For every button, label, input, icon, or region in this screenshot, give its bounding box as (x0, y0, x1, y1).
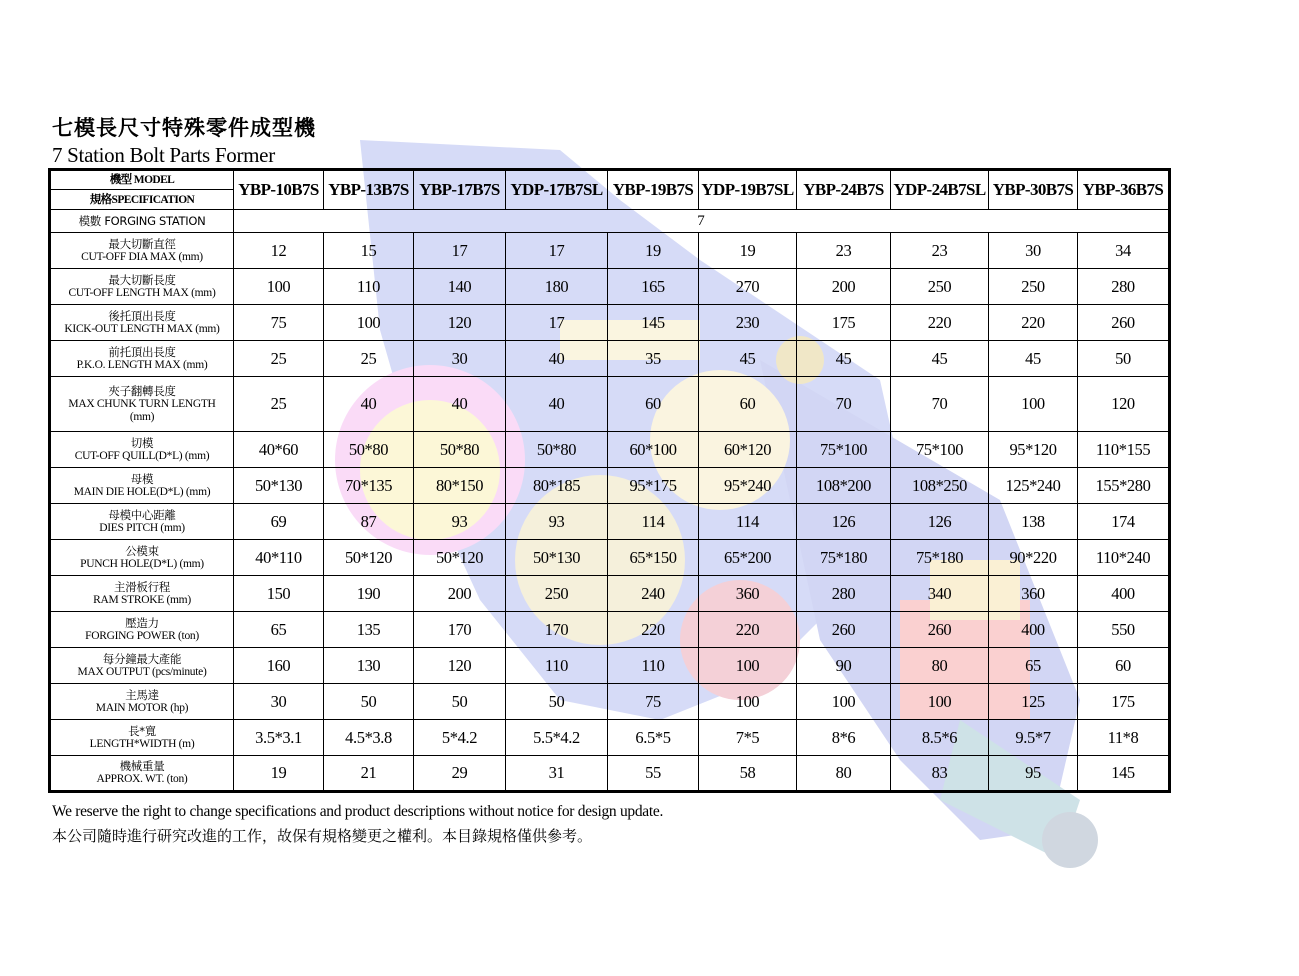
spec-value: 30 (989, 233, 1078, 269)
spec-label (50, 432, 234, 468)
spec-value: 50*120 (324, 540, 414, 576)
spec-value: 65 (989, 648, 1078, 684)
spec-value: 95*175 (608, 468, 699, 504)
spec-label-chinese: 機械重量 (119, 759, 165, 773)
spec-value: 114 (699, 504, 797, 540)
spec-value: 110*155 (1078, 432, 1170, 468)
spec-value: 7*5 (699, 720, 797, 756)
spec-row (50, 756, 1170, 792)
spec-value: 40 (506, 341, 608, 377)
spec-label (50, 305, 234, 341)
spec-label-chinese: 夾子翻轉長度 (108, 383, 176, 398)
spec-value: 50*130 (234, 468, 324, 504)
spec-value: 120 (414, 648, 506, 684)
spec-value: 270 (699, 269, 797, 305)
page-title-english: 7 Station Bolt Parts Former (52, 143, 275, 167)
spec-value: 69 (234, 504, 324, 540)
spec-value: 70*135 (324, 468, 414, 504)
spec-label (50, 756, 234, 792)
spec-value: 40 (506, 377, 608, 432)
spec-value: 60*120 (699, 432, 797, 468)
spec-label-chinese: 每分鐘最大產能 (102, 651, 182, 666)
spec-value: 170 (414, 612, 506, 648)
spec-label-english: PUNCH HOLE(D*L) (mm) (80, 557, 204, 570)
spec-value: 25 (234, 341, 324, 377)
spec-value: 50 (324, 684, 414, 720)
spec-row (50, 540, 1170, 576)
spec-value: 11*8 (1078, 720, 1170, 756)
model-name: YBP-17B7S (414, 170, 506, 210)
spec-value: 170 (506, 612, 608, 648)
spec-value: 17 (506, 233, 608, 269)
spec-value: 70 (797, 377, 891, 432)
spec-label-english: LENGTH*WIDTH (m) (89, 737, 195, 750)
spec-value: 360 (989, 576, 1078, 612)
spec-value: 50*130 (506, 540, 608, 576)
spec-value: 50*80 (506, 432, 608, 468)
spec-value: 100 (699, 684, 797, 720)
spec-value: 145 (608, 305, 699, 341)
spec-value: 175 (1078, 684, 1170, 720)
page-title-chinese: 七模長尺寸特殊零件成型機 (52, 116, 316, 140)
specification-label: 規格SPECIFICATION (89, 192, 195, 206)
spec-value: 260 (891, 612, 989, 648)
spec-value: 4.5*3.8 (324, 720, 414, 756)
spec-value: 110 (324, 269, 414, 305)
spec-value: 90*220 (989, 540, 1078, 576)
spec-label-chinese: 前托頂出長度 (108, 344, 176, 359)
spec-value: 9.5*7 (989, 720, 1078, 756)
spec-row (50, 612, 1170, 648)
spec-value: 260 (797, 612, 891, 648)
spec-label-chinese: 主滑板行程 (114, 579, 170, 594)
spec-value: 65 (234, 612, 324, 648)
spec-value: 23 (891, 233, 989, 269)
spec-value: 75*180 (891, 540, 989, 576)
spec-value: 60 (608, 377, 699, 432)
spec-value: 19 (608, 233, 699, 269)
spec-value: 95*240 (699, 468, 797, 504)
spec-value: 150 (234, 576, 324, 612)
spec-value: 29 (414, 756, 506, 792)
spec-label-chinese: 母模中心距離 (108, 507, 176, 522)
spec-label-english: RAM STROKE (mm) (93, 593, 191, 606)
spec-value: 65*150 (608, 540, 699, 576)
spec-value: 93 (414, 504, 506, 540)
spec-row (50, 377, 1170, 432)
spec-value: 140 (414, 269, 506, 305)
spec-value: 550 (1078, 612, 1170, 648)
spec-row (50, 720, 1170, 756)
disclaimer-english: We reserve the right to change specifications and product descriptions without notice for design update. (52, 803, 664, 820)
spec-value: 138 (989, 504, 1078, 540)
spec-label-chinese: 長*寬 (128, 723, 156, 738)
spec-value: 45 (797, 341, 891, 377)
spec-value: 40*60 (234, 432, 324, 468)
model-name: YBP-30B7S (989, 170, 1078, 210)
spec-label (50, 468, 234, 504)
spec-label-english: CUT-OFF LENGTH MAX (mm) (68, 286, 216, 299)
model-spec-label (50, 170, 234, 210)
spec-value: 23 (797, 233, 891, 269)
spec-label-chinese: 最大切斷直徑 (108, 236, 176, 251)
spec-row (50, 341, 1170, 377)
spec-value: 160 (234, 648, 324, 684)
spec-label-english: MAX CHUNK TURN LENGTH (68, 397, 216, 410)
spec-value: 135 (324, 612, 414, 648)
spec-label (50, 576, 234, 612)
spec-value: 280 (1078, 269, 1170, 305)
spec-value: 60 (699, 377, 797, 432)
spec-label-english: MAIN MOTOR (hp) (95, 701, 189, 714)
spec-value: 35 (608, 341, 699, 377)
spec-value: 50*80 (414, 432, 506, 468)
spec-value: 100 (324, 305, 414, 341)
spec-value: 6.5*5 (608, 720, 699, 756)
spec-label-english: APPROX. WT. (ton) (96, 773, 188, 785)
spec-label (50, 377, 234, 432)
spec-label (50, 504, 234, 540)
spec-value: 12 (234, 233, 324, 269)
spec-value: 180 (506, 269, 608, 305)
spec-value: 250 (989, 269, 1078, 305)
model-name: YBP-10B7S (234, 170, 324, 210)
spec-value: 220 (699, 612, 797, 648)
spec-value: 200 (414, 576, 506, 612)
spec-label-english: MAX OUTPUT (pcs/minute) (77, 665, 207, 678)
spec-value: 100 (797, 684, 891, 720)
spec-value: 175 (797, 305, 891, 341)
spec-value: 114 (608, 504, 699, 540)
spec-value: 360 (699, 576, 797, 612)
spec-value: 126 (797, 504, 891, 540)
spec-value: 75*100 (891, 432, 989, 468)
spec-value: 5.5*4.2 (506, 720, 608, 756)
spec-label-english: MAIN DIE HOLE(D*L) (mm) (73, 485, 211, 498)
spec-value: 50 (1078, 341, 1170, 377)
model-name: YBP-36B7S (1078, 170, 1170, 210)
spec-value: 8*6 (797, 720, 891, 756)
spec-value: 40 (414, 377, 506, 432)
spec-value: 15 (324, 233, 414, 269)
spec-value: 70 (891, 377, 989, 432)
spec-value: 165 (608, 269, 699, 305)
spec-value: 58 (699, 756, 797, 792)
spec-value: 145 (1078, 756, 1170, 792)
spec-value: 100 (699, 648, 797, 684)
spec-value: 75*100 (797, 432, 891, 468)
spec-value: 108*250 (891, 468, 989, 504)
spec-value: 50*80 (324, 432, 414, 468)
spec-value: 50 (414, 684, 506, 720)
spec-value: 60*100 (608, 432, 699, 468)
spec-row (50, 305, 1170, 341)
spec-row (50, 684, 1170, 720)
spec-label-english: DIES PITCH (mm) (99, 521, 185, 534)
spec-value: 125 (989, 684, 1078, 720)
spec-value: 17 (414, 233, 506, 269)
spec-label (50, 269, 234, 305)
spec-value: 19 (699, 233, 797, 269)
spec-value: 45 (699, 341, 797, 377)
model-name: YBP-24B7S (797, 170, 891, 210)
spec-value: 90 (797, 648, 891, 684)
spec-value: 45 (891, 341, 989, 377)
spec-value: 50*120 (414, 540, 506, 576)
spec-value: 400 (989, 612, 1078, 648)
spec-value: 45 (989, 341, 1078, 377)
model-name: YBP-13B7S (324, 170, 414, 210)
spec-row (50, 432, 1170, 468)
spec-value: 100 (989, 377, 1078, 432)
spec-value: 60 (1078, 648, 1170, 684)
forging-station-value: 7 (234, 210, 1170, 233)
spec-value: 174 (1078, 504, 1170, 540)
spec-value: 80*185 (506, 468, 608, 504)
spec-label-chinese: 壓造力 (125, 615, 159, 630)
spec-value: 93 (506, 504, 608, 540)
spec-label (50, 233, 234, 269)
spec-row (50, 576, 1170, 612)
spec-value: 220 (989, 305, 1078, 341)
spec-value: 130 (324, 648, 414, 684)
model-name: YBP-19B7S (608, 170, 699, 210)
spec-value: 190 (324, 576, 414, 612)
spec-value: 400 (1078, 576, 1170, 612)
spec-value: 87 (324, 504, 414, 540)
spec-value: 260 (1078, 305, 1170, 341)
spec-row (50, 269, 1170, 305)
spec-label (50, 684, 234, 720)
spec-value: 100 (891, 684, 989, 720)
spec-value: 280 (797, 576, 891, 612)
spec-label-english: KICK-OUT LENGTH MAX (mm) (64, 322, 220, 335)
spec-value: 3.5*3.1 (234, 720, 324, 756)
spec-value: 200 (797, 269, 891, 305)
spec-value: 65*200 (699, 540, 797, 576)
spec-label (50, 341, 234, 377)
spec-value: 95*120 (989, 432, 1078, 468)
spec-label-chinese: 母模 (130, 471, 154, 486)
spec-value: 25 (324, 341, 414, 377)
model-name: YDP-19B7SL (699, 170, 797, 210)
spec-value: 220 (891, 305, 989, 341)
spec-value: 240 (608, 576, 699, 612)
spec-label-chinese: 最大切斷長度 (108, 272, 176, 287)
spec-value: 340 (891, 576, 989, 612)
spec-value: 19 (234, 756, 324, 792)
spec-value: 108*200 (797, 468, 891, 504)
spec-value: 125*240 (989, 468, 1078, 504)
spec-value: 126 (891, 504, 989, 540)
spec-label (50, 648, 234, 684)
disclaimer-chinese: 本公司隨時進行研究改進的工作，故保有規格變更之權利。本目錄規格僅供參考。 (52, 827, 593, 845)
spec-label-chinese: 主馬達 (125, 687, 159, 702)
spec-label (50, 612, 234, 648)
model-header-row (50, 170, 1170, 210)
model-name: YDP-24B7SL (891, 170, 989, 210)
spec-value: 55 (608, 756, 699, 792)
spec-value: 250 (506, 576, 608, 612)
spec-value: 75 (234, 305, 324, 341)
spec-value: 155*280 (1078, 468, 1170, 504)
spec-value: 120 (414, 305, 506, 341)
spec-value: 220 (608, 612, 699, 648)
spec-label-english-unit: (mm) (129, 410, 155, 423)
spec-row (50, 648, 1170, 684)
spec-value: 31 (506, 756, 608, 792)
spec-row (50, 468, 1170, 504)
spec-label-english: CUT-OFF DIA MAX (mm) (81, 250, 203, 263)
spec-value: 17 (506, 305, 608, 341)
spec-value: 75*180 (797, 540, 891, 576)
spec-value: 50 (506, 684, 608, 720)
spec-label-english: CUT-OFF QUILL(D*L) (mm) (74, 449, 210, 462)
model-label: 機型 MODEL (51, 172, 233, 190)
spec-value: 40*110 (234, 540, 324, 576)
forging-station-row (50, 210, 1170, 233)
spec-label-chinese: 切模 (130, 435, 154, 450)
spec-value: 100 (234, 269, 324, 305)
spec-value: 75 (608, 684, 699, 720)
spec-value: 110 (506, 648, 608, 684)
spec-value: 80 (891, 648, 989, 684)
spec-label-english: FORGING POWER (ton) (85, 629, 199, 642)
specification-table (48, 168, 1171, 793)
spec-row (50, 233, 1170, 269)
spec-value: 80 (797, 756, 891, 792)
spec-row (50, 504, 1170, 540)
spec-value: 110 (608, 648, 699, 684)
forging-station-label: 模數 FORGING STATION (50, 210, 234, 233)
spec-value: 30 (234, 684, 324, 720)
spec-value: 230 (699, 305, 797, 341)
spec-value: 5*4.2 (414, 720, 506, 756)
spec-label-chinese: 後托頂出長度 (108, 308, 176, 323)
spec-label (50, 720, 234, 756)
spec-value: 110*240 (1078, 540, 1170, 576)
spec-label (50, 540, 234, 576)
spec-value: 40 (324, 377, 414, 432)
spec-label-chinese: 公模束 (125, 543, 159, 558)
spec-value: 34 (1078, 233, 1170, 269)
spec-value: 95 (989, 756, 1078, 792)
model-name: YDP-17B7SL (506, 170, 608, 210)
spec-value: 250 (891, 269, 989, 305)
spec-value: 30 (414, 341, 506, 377)
spec-value: 80*150 (414, 468, 506, 504)
spec-value: 25 (234, 377, 324, 432)
spec-value: 83 (891, 756, 989, 792)
spec-value: 21 (324, 756, 414, 792)
spec-value: 8.5*6 (891, 720, 989, 756)
spec-label-english: P.K.O. LENGTH MAX (mm) (76, 358, 208, 371)
spec-value: 120 (1078, 377, 1170, 432)
